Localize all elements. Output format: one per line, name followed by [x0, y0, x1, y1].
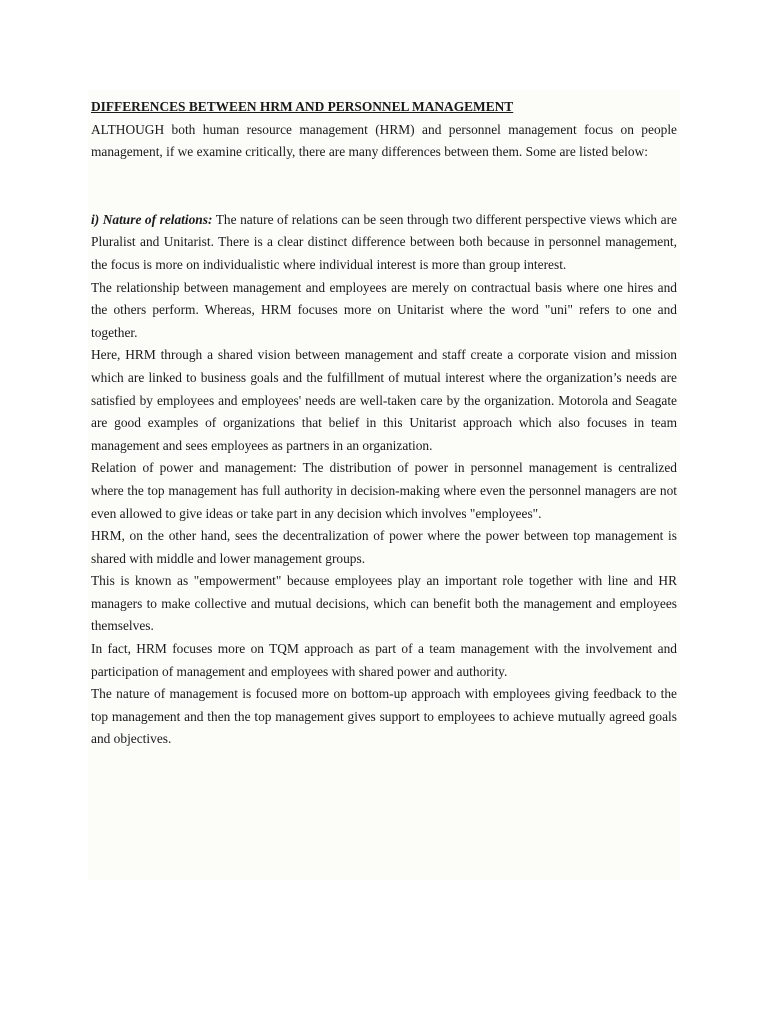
document-content — [91, 96, 677, 751]
section-lead: i) Nature of relations: — [91, 211, 213, 227]
text-block — [88, 90, 680, 880]
paragraph-power: Relation of power and management: The distribution of power in personnel management is centralized where the top management has full authority in decision-making where even the personnel managers are not even allowed to give ideas or take part in any decision which involves "employees". — [91, 460, 677, 521]
paragraph-shared-vision: Here, HRM through a shared vision between management and staff create a corporate vision and mission which are linked to business goals and the fulfillment of mutual interest where the organization’s needs are satisfied by employees and employees' needs are well-taken care by the organization. Motorola and Seagate are good examples of organizations that belief in this Unitarist approach which also focuses in team management and sees employees as partners in an organization. — [91, 347, 677, 453]
paragraph-tqm: In fact, HRM focuses more on TQM approach as part of a team management with the involvement and participation of management and employees with shared power and authority. — [91, 641, 677, 679]
paragraph-bottom-up: The nature of management is focused more on bottom-up approach with employees giving feedback to the top management and then the top management gives support to employees to achieve mutually agreed goals and objectives. — [91, 686, 677, 747]
paragraph-relationship: The relationship between management and employees are merely on contractual basis where one hires and the others perform. Whereas, HRM focuses more on Unitarist where the word "uni" refers to one and together. — [91, 279, 677, 340]
paragraph-gap — [91, 164, 677, 209]
intro-paragraph: ALTHOUGH both human resource management (HRM) and personnel management focus on people management, if we examine critically, there are many differences between them. Some are listed below: — [91, 121, 677, 160]
section-text: The nature of relations can be seen through two different perspective views which are Pluralist and Unitarist. There is a clear distinct difference between both because in personnel management, the focus is more on individualistic where individual interest is more than group interest. — [91, 211, 678, 272]
section-nature-of-relations — [91, 209, 677, 277]
paragraph-decentralization: HRM, on the other hand, sees the decentralization of power where the power between top management is shared with middle and lower management groups. — [91, 528, 677, 566]
paragraph-empowerment: This is known as "empowerment" because employees play an important role together with line and HR managers to make collective and mutual decisions, which can benefit both the management and employees themselves. — [91, 573, 677, 634]
document-title: DIFFERENCES BETWEEN HRM AND PERSONNEL MANAGEMENT — [91, 99, 514, 114]
